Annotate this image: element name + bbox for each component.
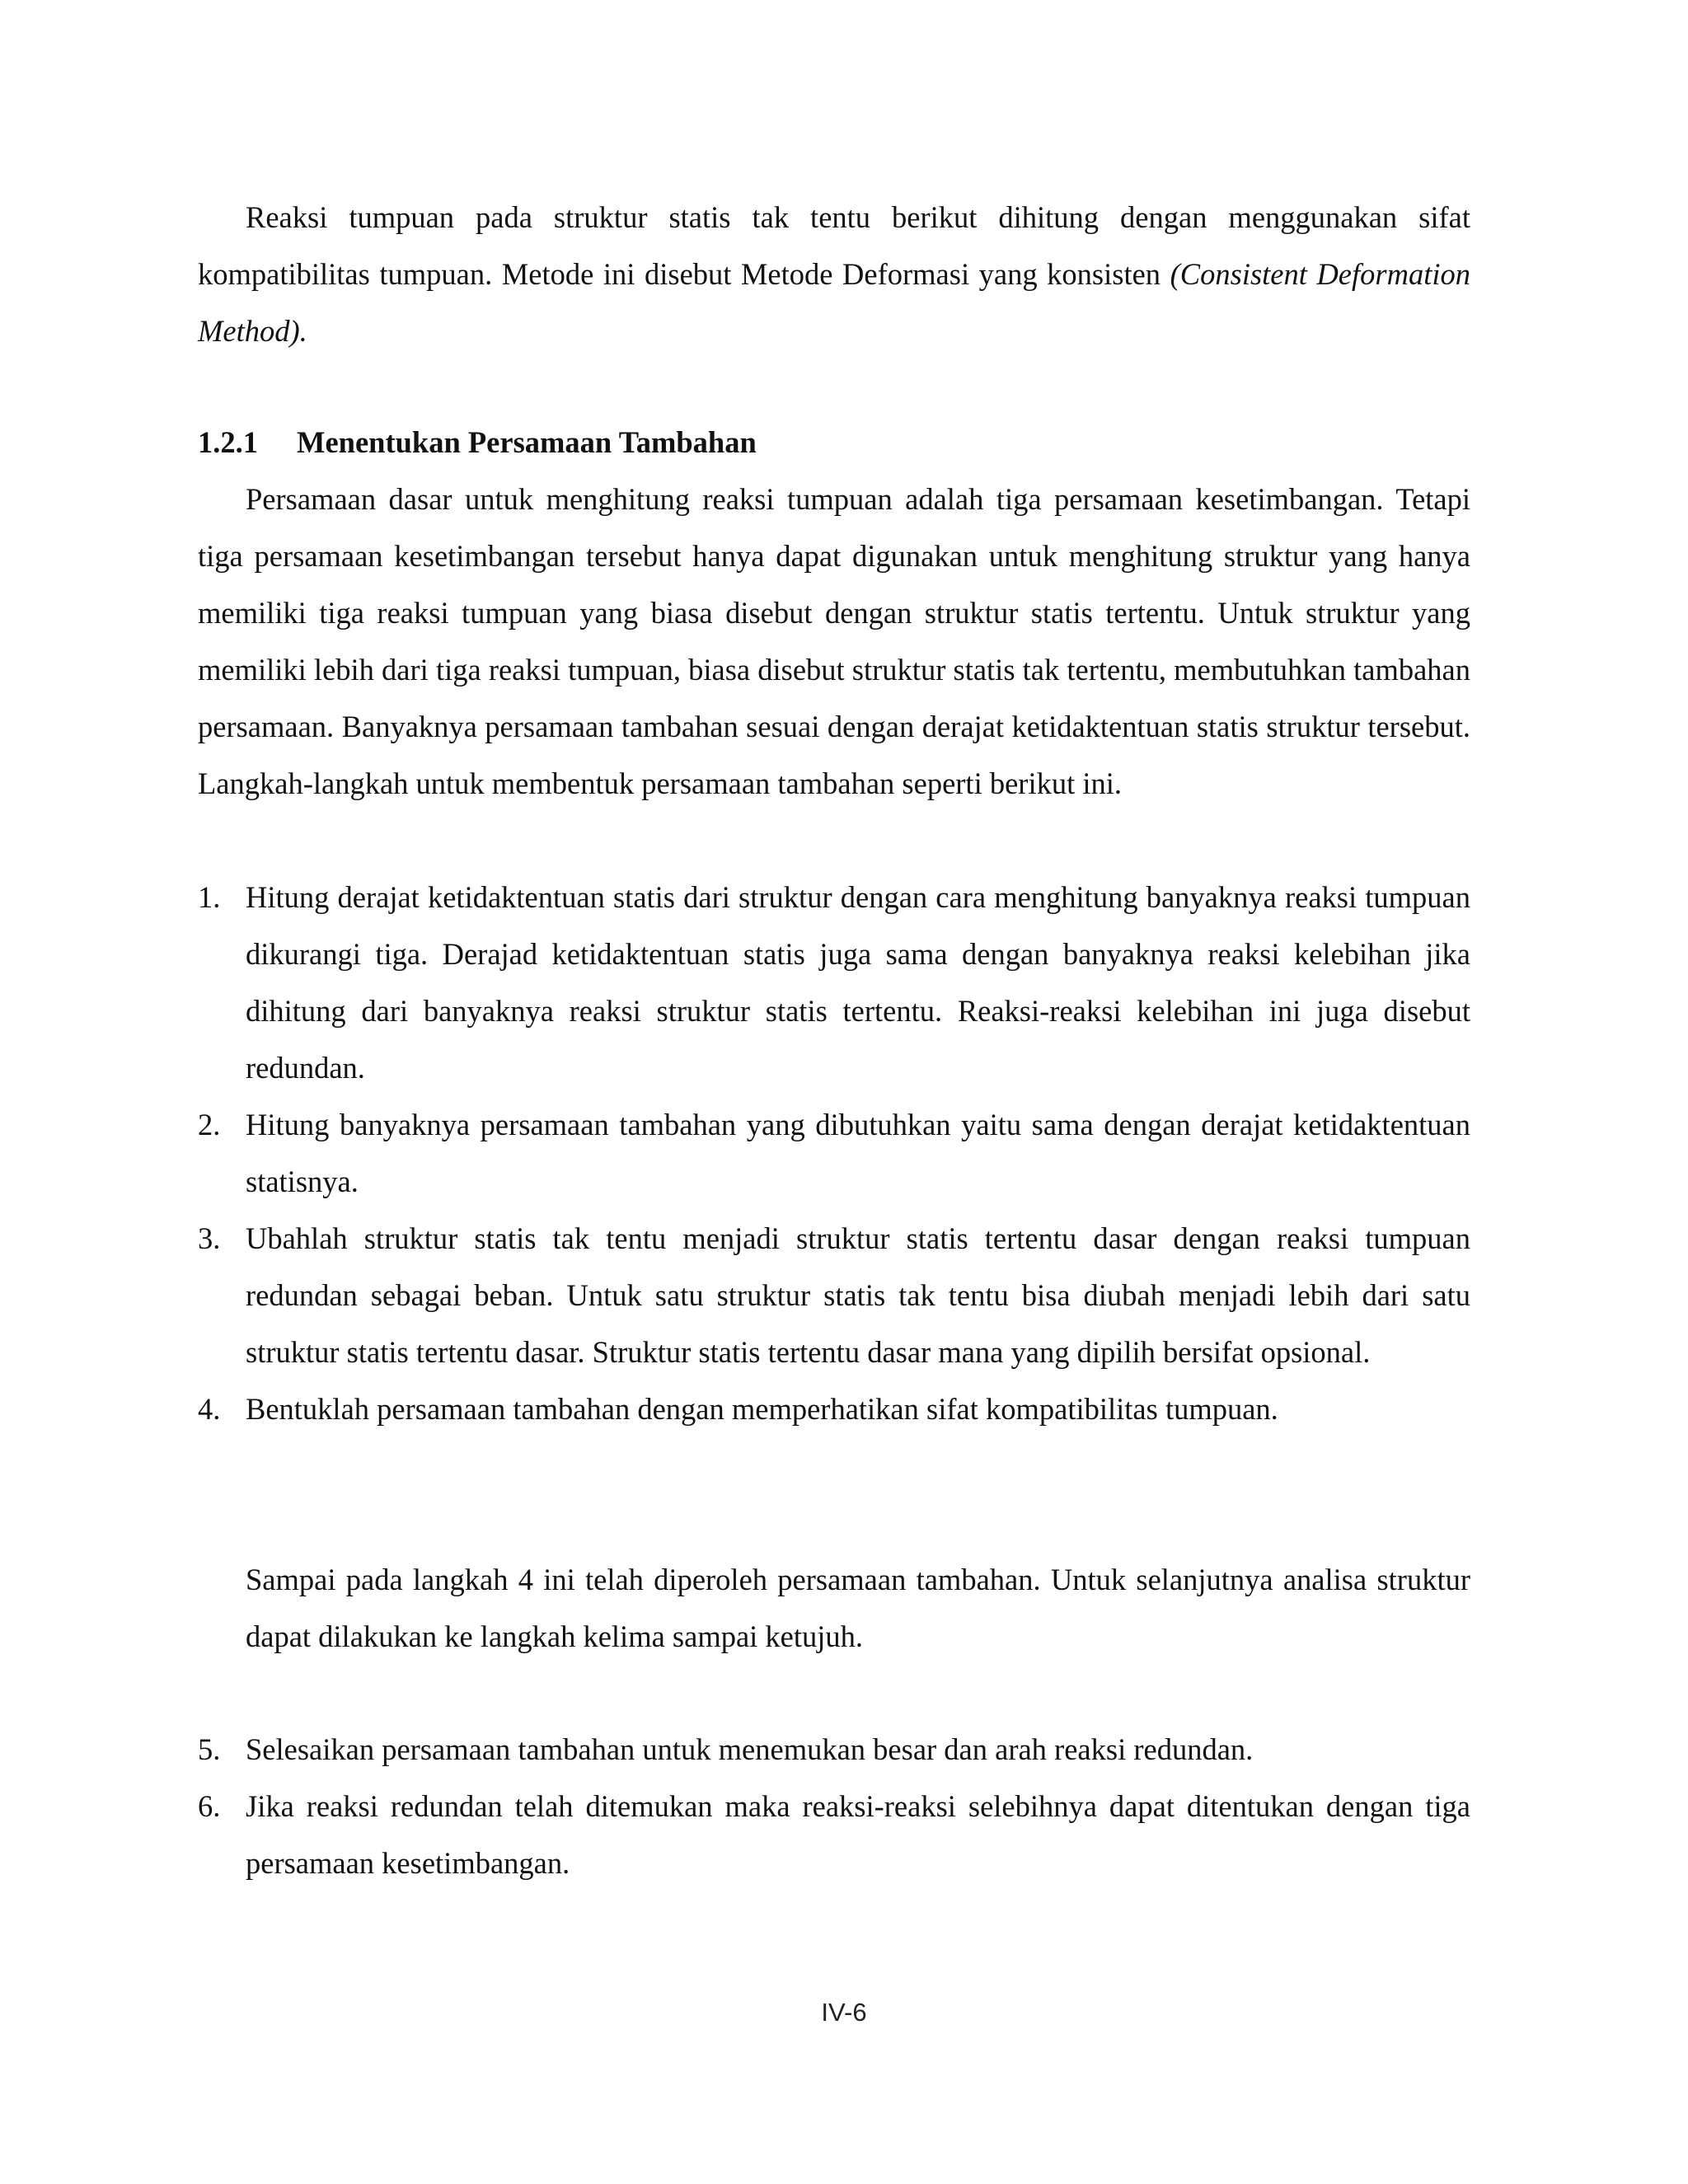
- list-marker: 4.: [198, 1392, 221, 1426]
- list-item: [198, 1096, 1470, 1210]
- intro-italic-text: (Consistent Deformation Method).: [198, 257, 1470, 348]
- list-marker: 1.: [198, 880, 221, 914]
- list-item-text: Hitung derajat ketidaktentuan statis dari struktur dengan cara menghitung banyaknya reaksi tumpuan dikurangi tiga. Derajad ketidaktentuan statis juga sama dengan banyaknya reaksi kelebihan jika dihitung dari banyaknya reaksi struktur statis tertentu. Reaksi-reaksi kelebihan ini juga disebut redundan.: [246, 880, 1470, 1085]
- intro-paragraph: [198, 189, 1470, 359]
- steps-list-a: [198, 869, 1470, 1437]
- intro-text: Reaksi tumpuan pada struktur statis tak tentu berikut dihitung dengan menggunakan sifat kompatibilitas tumpuan. Metode ini disebut Metode Deformasi yang konsisten: [198, 200, 1470, 291]
- list-item: [198, 1778, 1470, 1891]
- section-heading: [198, 414, 1470, 471]
- list-item: [198, 1210, 1470, 1380]
- list-item-text: Bentuklah persamaan tambahan dengan memperhatikan sifat kompatibilitas tumpuan.: [246, 1392, 1278, 1426]
- section-title: Menentukan Persamaan Tambahan: [297, 425, 757, 459]
- list-item-text: Jika reaksi redundan telah ditemukan maka reaksi-reaksi selebihnya dapat ditentukan dengan tiga persamaan kesetimbangan.: [246, 1789, 1470, 1880]
- list-marker: 3.: [198, 1221, 221, 1255]
- list-marker: 5.: [198, 1732, 221, 1766]
- section-number: 1.2.1: [198, 425, 258, 459]
- interlude-paragraph: Sampai pada langkah 4 ini telah diperoleh persamaan tambahan. Untuk selanjutnya analisa struktur dapat dilakukan ke langkah kelima sampai ketujuh.: [246, 1563, 1470, 1653]
- list-item-text: Hitung banyaknya persamaan tambahan yang dibutuhkan yaitu sama dengan derajat ketidaktentuan statisnya.: [246, 1108, 1470, 1198]
- list-item-text: Selesaikan persamaan tambahan untuk menemukan besar dan arah reaksi redundan.: [246, 1732, 1254, 1766]
- list-item: [198, 1380, 1470, 1437]
- list-item: [198, 1721, 1470, 1778]
- section-paragraph: Persamaan dasar untuk menghitung reaksi tumpuan adalah tiga persamaan kesetimbangan. Tetapi tiga persamaan kesetimbangan tersebut hanya dapat digunakan untuk menghitung struktur yang hanya memiliki tiga reaksi tumpuan yang biasa disebut dengan struktur statis tertentu. Untuk struktur yang memiliki lebih dari tiga reaksi tumpuan, biasa disebut struktur statis tak tertentu, membutuhkan tambahan persamaan. Banyaknya persamaan tambahan sesuai dengan derajat ketidaktentuan statis struktur tersebut. Langkah-langkah untuk membentuk persamaan tambahan seperti berikut ini.: [198, 482, 1470, 800]
- page-number: IV-6: [821, 1998, 867, 2027]
- list-marker: 6.: [198, 1789, 221, 1823]
- steps-list-b: [198, 1721, 1470, 1891]
- list-item-text: Ubahlah struktur statis tak tentu menjadi struktur statis tertentu dasar dengan reaksi tumpuan redundan sebagai beban. Untuk satu struktur statis tak tentu bisa diubah menjadi lebih dari satu struktur statis tertentu dasar. Struktur statis tertentu dasar mana yang dipilih bersifat opsional.: [246, 1221, 1470, 1369]
- list-item: [198, 869, 1470, 1096]
- list-marker: 2.: [198, 1108, 221, 1141]
